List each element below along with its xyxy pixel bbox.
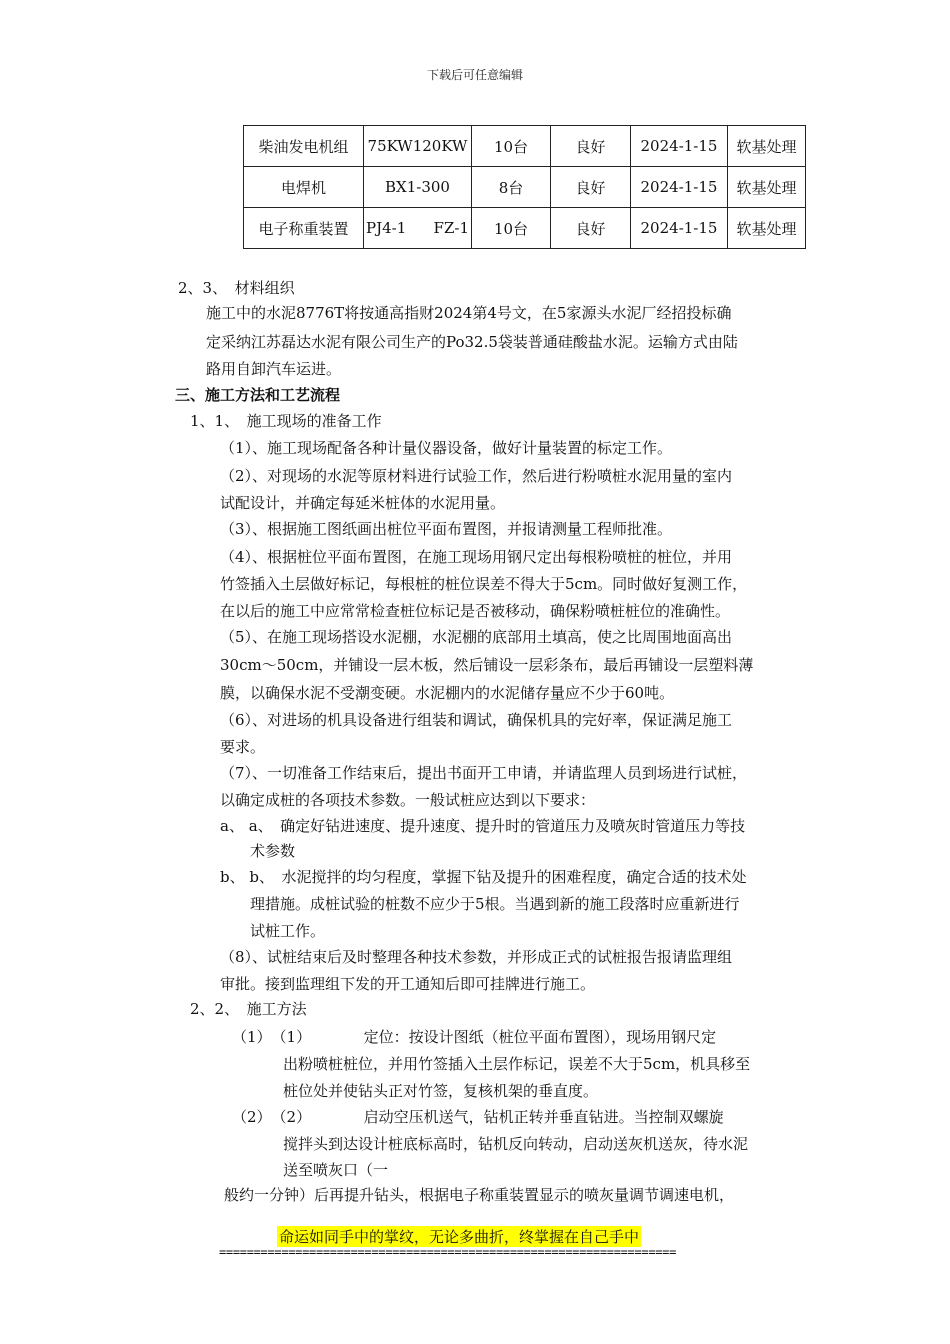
table-cell: 良好 — [551, 126, 631, 167]
paragraph-line: 理措施。成桩试验的桩数不应少于5根。当遇到新的施工段落时应重新进行 — [250, 895, 740, 913]
paragraph-line: 搅拌头到达设计桩底标高时，钻机反向转动，启动送灰机送灰，待水泥 — [283, 1135, 749, 1153]
list-item: a、 a、 确定好钻进速度、提升速度、提升时的管道压力及喷灰时管道压力等技 — [220, 817, 746, 835]
table-cell: 良好 — [551, 167, 631, 208]
paragraph-line: （5）、在施工现场搭设水泥棚，水泥棚的底部用土填高，使之比周围地面高出 — [220, 628, 733, 646]
table-cell: 软基处理 — [728, 126, 806, 167]
paragraph-line: 定采纳江苏磊达水泥有限公司生产的Po32.5袋装普通硅酸盐水泥。运输方式由陆 — [206, 333, 738, 351]
paragraph-line: 在以后的施工中应常常检查桩位标记是否被移动，确保粉喷桩桩位的准确性。 — [220, 602, 731, 620]
table-row — [244, 208, 806, 249]
table-cell: 2024-1-15 — [631, 126, 728, 167]
paragraph-line: （3）、根据施工图纸画出桩位平面布置图，并报请测量工程师批准。 — [220, 520, 673, 538]
paragraph-line: 般约一分钟）后再提升钻头，根据电子称重装置显示的喷灰量调节调速电机， — [224, 1186, 735, 1204]
page-header: 下载后可任意编辑 — [426, 68, 523, 82]
table-cell: 2024-1-15 — [631, 167, 728, 208]
model-code: PJ4-1 — [366, 219, 407, 237]
equipment-table — [243, 125, 806, 249]
table-row — [244, 126, 806, 167]
model-code: FZ-1 — [433, 219, 469, 237]
list-item: b、 b、 水泥搅拌的均匀程度，掌握下钻及提升的困难程度，确定合适的技术处 — [220, 868, 747, 886]
table-cell: 10台 — [472, 126, 551, 167]
paragraph-line: 桩位处并使钻头正对竹签，复核机架的垂直度。 — [283, 1082, 599, 1100]
paragraph-line: 竹签插入土层做好标记，每根桩的桩位误差不得大于5cm。同时做好复测工作， — [220, 575, 748, 593]
paragraph-line: 送至喷灰口（一 — [283, 1161, 389, 1179]
paragraph-line: 出粉喷桩桩位，并用竹签插入土层作标记，误差不大于5cm，机具移至 — [283, 1055, 751, 1073]
section-heading: 2、2、 施工方法 — [190, 1000, 307, 1018]
table-cell: 软基处理 — [728, 167, 806, 208]
paragraph-line: （8）、试桩结束后及时整理各种技术参数，并形成正式的试桩报告报请监理组 — [220, 948, 733, 966]
table-cell: 良好 — [551, 208, 631, 249]
chapter-heading: 三、施工方法和工艺流程 — [175, 386, 341, 404]
paragraph-line: （1）、施工现场配备各种计量仪器设备，做好计量装置的标定工作。 — [220, 439, 673, 457]
list-item: （1） （1） 定位：按设计图纸（桩位平面布置图），现场用钢尺定 — [232, 1028, 717, 1046]
paragraph-line: 膜，以确保水泥不受潮变硬。水泥棚内的水泥储存量应不少于60吨。 — [220, 684, 675, 702]
paragraph-line: 术参数 — [250, 842, 296, 860]
table-cell — [364, 208, 472, 249]
paragraph-line: 路用自卸汽车运进。 — [206, 360, 342, 378]
table-cell: 8台 — [472, 167, 551, 208]
table-cell: 软基处理 — [728, 208, 806, 249]
table-cell: 10台 — [472, 208, 551, 249]
paragraph-line: （6）、对进场的机具设备进行组装和调试，确保机具的完好率，保证满足施工 — [220, 711, 733, 729]
paragraph-line: 要求。 — [220, 738, 266, 756]
table-cell: 电子称重装置 — [244, 208, 364, 249]
paragraph-line: 30cm～50cm，并铺设一层木板，然后铺设一层彩条布，最后再铺设一层塑料薄 — [220, 656, 754, 674]
section-heading: 1、1、 施工现场的准备工作 — [190, 412, 382, 430]
paragraph-line: （2）、对现场的水泥等原材料进行试验工作，然后进行粉喷桩水泥用量的室内 — [220, 467, 733, 485]
footer-rule: ================================================================== — [219, 1245, 677, 1259]
table-cell: 75KW120KW — [364, 126, 472, 167]
table-cell: 电焊机 — [244, 167, 364, 208]
paragraph-line: （4）、根据桩位平面布置图，在施工现场用钢尺定出每根粉喷桩的桩位，并用 — [220, 548, 733, 566]
paragraph-line: 试配设计，并确定每延米桩体的水泥用量。 — [220, 494, 506, 512]
paragraph-line: 以确定成桩的各项技术参数。一般试桩应达到以下要求： — [220, 791, 596, 809]
table-row — [244, 167, 806, 208]
list-item: （2） （2） 启动空压机送气，钻机正转并垂直钻进。当控制双螺旋 — [232, 1108, 724, 1126]
paragraph-line: 试桩工作。 — [250, 922, 326, 940]
section-heading: 2、3、 材料组织 — [178, 279, 295, 297]
paragraph-line: （7）、一切准备工作结束后，提出书面开工申请，并请监理人员到场进行试桩， — [220, 764, 748, 782]
table-cell: BX1-300 — [364, 167, 472, 208]
table-cell: 2024-1-15 — [631, 208, 728, 249]
footer-motto: 命运如同手中的掌纹，无论多曲折，终掌握在自己手中 — [279, 1228, 640, 1246]
paragraph-line: 审批。接到监理组下发的开工通知后即可挂牌进行施工。 — [220, 975, 596, 993]
paragraph-line: 施工中的水泥8776T将按通高指财2024第4号文，在5家源头水泥厂经招投标确 — [206, 304, 732, 322]
table-cell: 柴油发电机组 — [244, 126, 364, 167]
